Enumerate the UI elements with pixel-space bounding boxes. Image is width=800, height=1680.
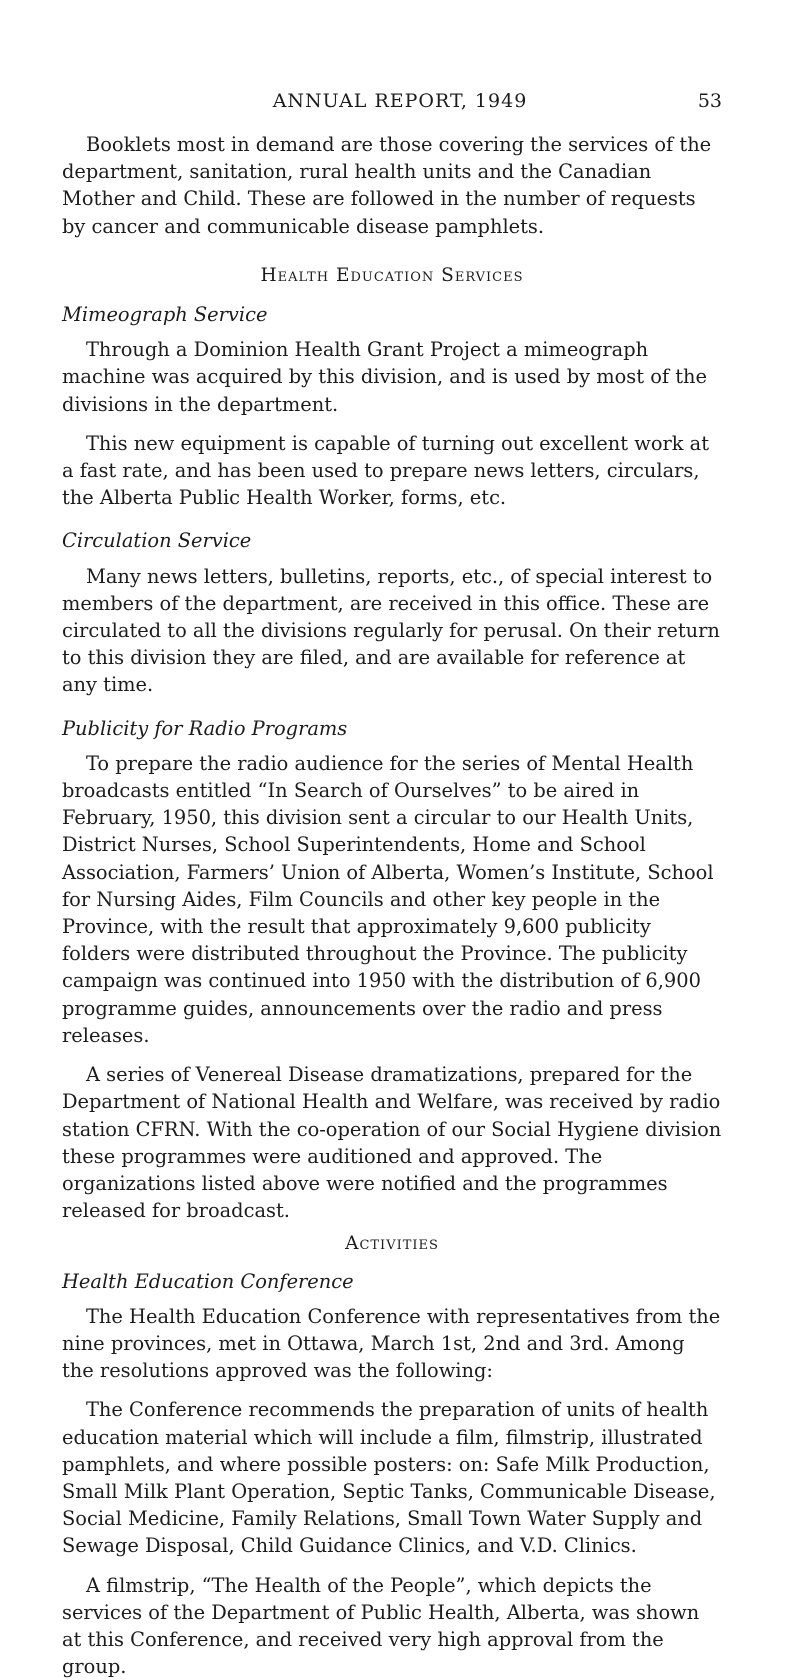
radio-paragraph-2: A series of Venereal Disease dramatizations, prepared for the Department of National Health and Welfare, was received by radio station CFRN. With the co-operation of our Social Hygiene division these programmes were auditioned and approved. The organizations listed above were notified and the programmes released for broadcast.	[62, 1063, 722, 1223]
radio-paragraph-1: To prepare the radio audience for the series of Mental Health broadcasts entitled “In Search of Ourselves” to be aired in February, 1950, this division sent a circular to our Health Units, District Nurses, School Superintendents, Home and School Association, Farmers’ Union of Alberta, Women’s Institute, School for Nursing Aides, Film Councils and other key people in the Province, with the result that approximately 9,600 publicity folders were distributed throughout the Province. The publicity campaign was continued into 1950 with the distribution of 6,900 programme guides, announcements over the radio and press releases.	[62, 751, 714, 1047]
circulation-paragraph-1: Many news letters, bulletins, reports, etc., of special interest to members of the department, are received in this office. These are circulated to all the divisions regularly for perusal. On their return to this division they are filed, and are available for reference at any time.	[62, 564, 720, 697]
subheading-radio: Publicity for Radio Programs	[62, 716, 348, 740]
conference-paragraph-1: The Health Education Conference with representatives from the nine provinces, met in Ottawa, March 1st, 2nd and 3rd. Among the resolutions approved was the following:	[62, 1304, 721, 1383]
page-header	[0, 90, 800, 116]
subheading-circulation: Circulation Service	[62, 529, 252, 553]
conference-paragraph-2: The Conference recommends the preparation of units of health education material which will include a film, filmstrip, illustrated pamphlets, and where possible posters: on: Safe Milk Production, Small Milk Plant Operation, Septic Tanks, Communicable Disease, Social Medicine, Family Relations, Small Town Water Supply and Sewage Disposal, Child Guidance Clinics, and V.D. Clinics.	[62, 1398, 716, 1558]
subheading-conference: Health Education Conference	[62, 1269, 354, 1293]
mimeograph-paragraph-1: Through a Dominion Health Grant Project a mimeograph machine was acquired by this division, and is used by most of the divisions in the department.	[62, 338, 707, 416]
running-title: ANNUAL REPORT, 1949	[272, 90, 528, 112]
conference-paragraph-3: A filmstrip, “The Health of the People”, which depicts the services of the Department of Public Health, Alberta, was shown at this Conference, and received very high approval from the group.	[62, 1573, 700, 1679]
mimeograph-paragraph-2: This new equipment is capable of turning out excellent work at a fast rate, and has been used to prepare news letters, circulars, the Alberta Public Health Worker, forms, etc.	[62, 431, 710, 510]
page-body	[62, 131, 722, 1680]
section-heading-health-education: Health Education Services	[260, 264, 524, 286]
intro-paragraph: Booklets most in demand are those covering the services of the department, sanitation, rural health units and the Canadian Mother and Child. These are followed in the number of requests by cancer and communicable disease pamphlets.	[62, 133, 712, 238]
subheading-mimeograph: Mimeograph Service	[62, 303, 268, 327]
section-heading-activities: Activities	[345, 1233, 439, 1255]
page-number: 53	[697, 90, 722, 112]
